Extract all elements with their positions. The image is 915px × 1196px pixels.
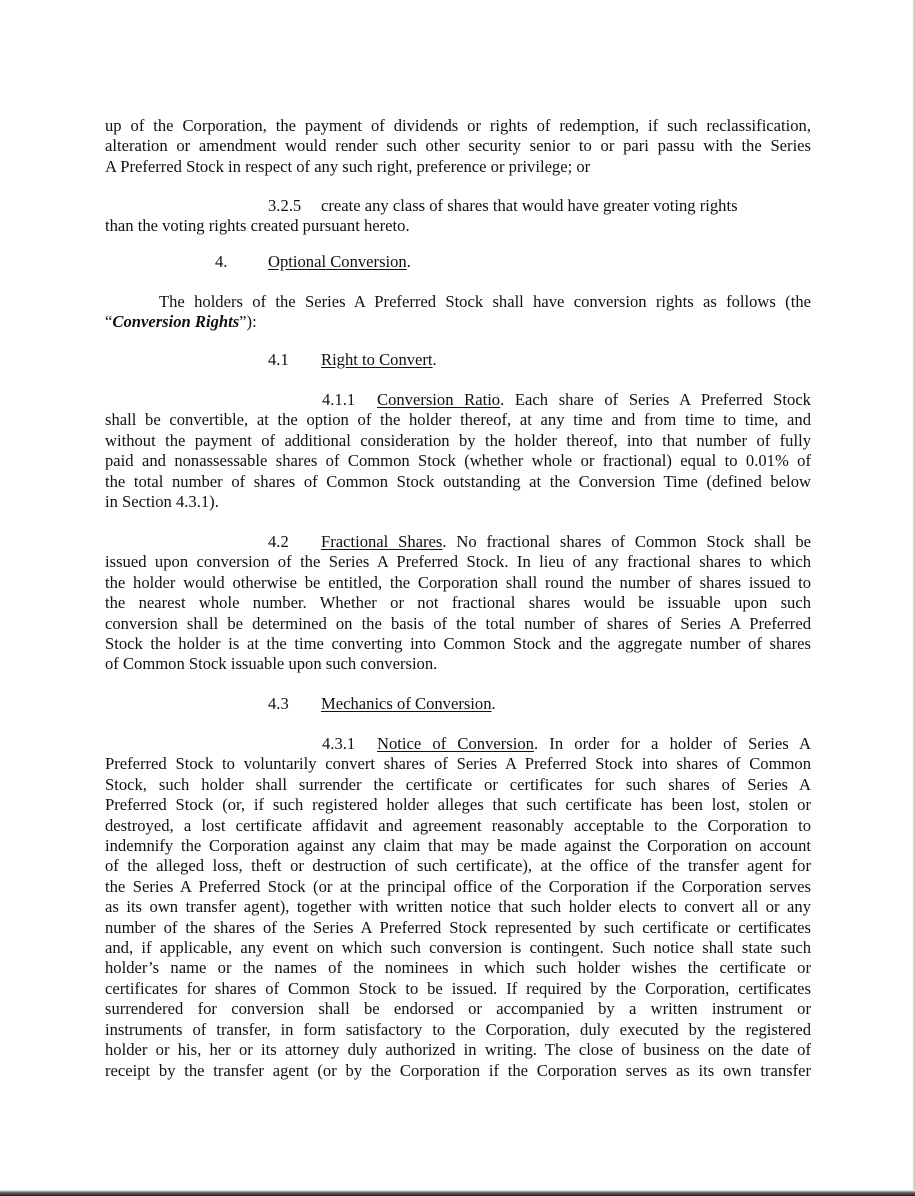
close-quote: ”): (239, 312, 257, 332)
section-number: 4.3 (268, 694, 289, 713)
section-4-1-1 (105, 390, 811, 512)
text-line: Stock the holder is at the time converting into Common Stock and the aggregate number of shares (105, 634, 811, 654)
section-title: Notice of Conversion (377, 734, 534, 753)
text-line (105, 532, 811, 552)
conversion-intro (105, 292, 811, 333)
section-text: . No fractional shares of Common Stock shall be (442, 532, 811, 551)
text-line: receipt by the transfer agent (or by the Corporation if the Corporation serves as its own transfer (105, 1060, 811, 1080)
section-text: . Each share of Series A Preferred Stock (500, 390, 811, 409)
section-number: 4.3.1 (322, 734, 356, 753)
heading-line (105, 252, 811, 272)
text-line: as its own transfer agent), together with written notice that such holder elects to convert all or any (105, 897, 811, 917)
text-line: of the alleged loss, theft or destruction of such certificate), at the office of the transfer agent for (105, 856, 811, 876)
text-line: issued upon conversion of the Series A Preferred Stock. In lieu of any fractional shares to which (105, 552, 811, 572)
section-4-3-1 (105, 734, 811, 1081)
text-line: instruments of transfer, in form satisfactory to the Corporation, duly executed by the registered (105, 1019, 811, 1039)
open-quote: “ (105, 312, 113, 332)
title-suffix: . (491, 694, 496, 713)
text-line: destroyed, a lost certificate affidavit and agreement reasonably acceptable to the Corporation to (105, 815, 811, 835)
text-line: Preferred Stock (or, if such registered holder alleges that such certificate has been lost, stolen or (105, 795, 811, 815)
section-4-heading (105, 252, 811, 272)
text-line: shall be convertible, at the option of the holder thereof, at any time and from time to time, and (105, 410, 811, 430)
text-line (105, 390, 811, 410)
section-4-1-heading (105, 350, 811, 370)
title-suffix: . (406, 252, 411, 271)
text-line: and, if applicable, any event on which such conversion is contingent. Such notice shall state such (105, 938, 811, 958)
section-title: Conversion Ratio (377, 390, 501, 409)
text-line: without the payment of additional consideration by the holder thereof, into that number of fully (105, 430, 811, 450)
text-line: indemnify the Corporation against any claim that may be made against the Corporation on account (105, 836, 811, 856)
text-line: A Preferred Stock in respect of any such right, preference or privilege; or (105, 156, 591, 176)
text-line: number of the shares of the Series A Preferred Stock represented by such certificate or certificates (105, 917, 811, 937)
text-line: the total number of shares of Common Stock outstanding at the Conversion Time (defined below (105, 471, 811, 491)
text-line (105, 734, 811, 754)
continuation-paragraph (105, 116, 811, 177)
text-line: The holders of the Series A Preferred Stock shall have conversion rights as follows (the (159, 292, 811, 311)
section-4-3-heading (105, 694, 811, 714)
text-line: up of the Corporation, the payment of dividends or rights of redemption, if such reclassification, (105, 116, 811, 135)
section-4-2 (105, 532, 811, 675)
text-line: of Common Stock issuable upon such conversion. (105, 654, 438, 674)
text-line: the Series A Preferred Stock (or at the principal office of the Corporation if the Corporation serves (105, 876, 811, 896)
text-line: holder or his, her or its attorney duly authorized in writing. The close of business on the date of (105, 1040, 811, 1060)
text-line: the nearest whole number. Whether or not fractional shares would be issuable upon such (105, 593, 811, 613)
text-line: alteration or amendment would render such other security senior to or pari passu with the Series (105, 136, 811, 156)
section-number: 4.2 (268, 532, 289, 551)
section-number: 4.1 (268, 350, 289, 369)
text-line: conversion shall be determined on the basis of the total number of shares of Series A Preferred (105, 613, 811, 633)
text-line: certificates for shares of Common Stock to be issued. If required by the Corporation, certificates (105, 978, 811, 998)
text-line: in Section 4.3.1). (105, 492, 219, 512)
text-line: paid and nonassessable shares of Common Stock (whether whole or fractional) equal to 0.01% of (105, 451, 811, 471)
title-suffix: . (432, 350, 437, 369)
scan-edge-bottom (0, 1190, 915, 1196)
text-line: Preferred Stock to voluntarily convert shares of Series A Preferred Stock into shares of Common (105, 754, 811, 774)
text-line (105, 312, 811, 332)
section-text: . In order for a holder of Series A (533, 734, 811, 753)
section-number: 4. (215, 252, 228, 271)
text-line: Stock, such holder shall surrender the certificate or certificates for such shares of Series A (105, 774, 811, 794)
section-title: Right to Convert (321, 350, 433, 369)
text-line: holder’s name or the names of the nominees in which such holder wishes the certificate or (105, 958, 811, 978)
section-title: Optional Conversion (268, 252, 407, 271)
defined-term: Conversion Rights (112, 312, 240, 332)
text-line: the holder would otherwise be entitled, the Corporation shall round the number of shares issued to (105, 572, 811, 592)
section-text: create any class of shares that would have greater voting rights (321, 196, 738, 215)
text-line (105, 196, 811, 216)
section-number: 3.2.5 (268, 196, 302, 215)
heading-line (105, 350, 811, 370)
text-line: than the voting rights created pursuant hereto. (105, 216, 410, 236)
section-3-2-5 (105, 196, 811, 237)
section-title: Fractional Shares (321, 532, 443, 551)
section-title: Mechanics of Conversion (321, 694, 492, 713)
text-line: surrendered for conversion shall be endorsed or accompanied by a written instrument or (105, 999, 811, 1019)
heading-line (105, 694, 811, 714)
section-number: 4.1.1 (322, 390, 356, 409)
